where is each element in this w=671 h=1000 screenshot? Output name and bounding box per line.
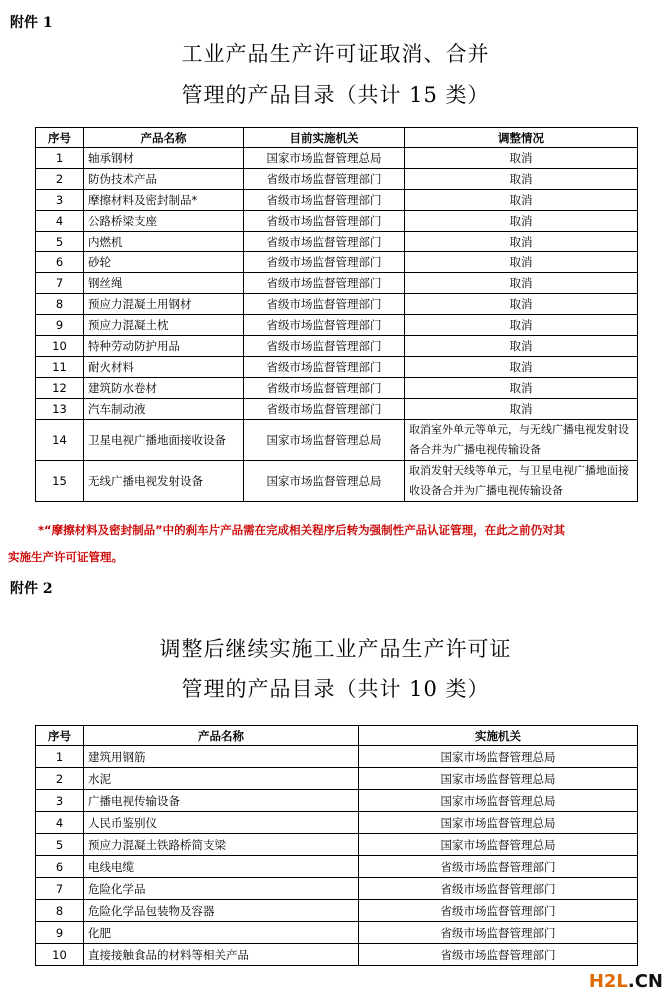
row-agency: 省级市场监督管理部门 (244, 356, 405, 377)
row-no: 10 (36, 336, 84, 357)
row-product-name: 汽车制动液 (84, 398, 244, 419)
row-product-name: 预应力混凝土枕 (84, 315, 244, 336)
row-agency: 国家市场监督管理总局 (359, 834, 638, 856)
header-no: 序号 (36, 128, 84, 148)
row-agency: 国家市场监督管理总局 (359, 746, 638, 768)
row-no: 9 (36, 922, 84, 944)
row-agency: 省级市场监督管理部门 (244, 168, 405, 189)
row-product-name: 建筑用钢筋 (84, 746, 359, 768)
row-agency: 省级市场监督管理部门 (244, 210, 405, 231)
row-product-name: 无线广播电视发射设备 (84, 460, 244, 501)
row-adjustment: 取消 (405, 148, 638, 169)
row-agency: 省级市场监督管理部门 (244, 398, 405, 419)
row-no: 3 (36, 189, 84, 210)
attachment-2-title-line-1: 调整后继续实施工业产品生产许可证 (159, 637, 512, 661)
row-product-name: 轴承钢材 (84, 148, 244, 169)
row-product-name: 摩擦材料及密封制品* (84, 189, 244, 210)
row-product-name: 内燃机 (84, 231, 244, 252)
watermark-cn: .CN (627, 971, 663, 992)
table-row (36, 398, 638, 419)
row-no: 11 (36, 356, 84, 377)
row-agency: 省级市场监督管理部门 (244, 231, 405, 252)
row-no: 5 (36, 231, 84, 252)
table-row (36, 922, 638, 944)
table-row (36, 377, 638, 398)
row-adjustment: 取消 (405, 189, 638, 210)
row-adjustment: 取消 (405, 252, 638, 273)
row-product-name: 直接接触食品的材料等相关产品 (84, 944, 359, 966)
attachment-1-title-line-2: 管理的产品目录（共计 15 类） (181, 83, 490, 107)
row-no: 5 (36, 834, 84, 856)
row-agency: 省级市场监督管理部门 (244, 189, 405, 210)
table-row (36, 878, 638, 900)
row-adjustment: 取消 (405, 231, 638, 252)
row-product-name: 钢丝绳 (84, 273, 244, 294)
header-product-name: 产品名称 (84, 726, 359, 746)
row-adjustment: 取消 (405, 273, 638, 294)
table-row (36, 790, 638, 812)
attachment-2-title-line-2: 管理的产品目录（共计 10 类） (181, 677, 490, 701)
row-no: 6 (36, 856, 84, 878)
table-row (36, 336, 638, 357)
row-agency: 省级市场监督管理部门 (359, 944, 638, 966)
row-product-name: 水泥 (84, 768, 359, 790)
row-product-name: 公路桥梁支座 (84, 210, 244, 231)
site-watermark (589, 971, 663, 992)
attachment-1-label: 附件 1 (10, 15, 53, 31)
attachment-1-title-line-1: 工业产品生产许可证取消、合并 (181, 42, 490, 66)
row-adjustment: 取消 (405, 377, 638, 398)
row-adjustment: 取消 (405, 168, 638, 189)
row-no: 6 (36, 252, 84, 273)
row-product-name: 人民币鉴别仪 (84, 812, 359, 834)
row-adjustment: 取消 (405, 398, 638, 419)
table-row (36, 252, 638, 273)
row-agency: 国家市场监督管理总局 (359, 768, 638, 790)
row-product-name: 防伪技术产品 (84, 168, 244, 189)
header-current-agency: 目前实施机关 (244, 128, 405, 148)
row-agency: 省级市场监督管理部门 (359, 922, 638, 944)
row-agency: 省级市场监督管理部门 (244, 252, 405, 273)
attachment-2-label: 附件 2 (10, 581, 53, 597)
table-row (36, 210, 638, 231)
row-product-name: 砂轮 (84, 252, 244, 273)
row-adjustment: 取消 (405, 315, 638, 336)
row-no: 2 (36, 768, 84, 790)
row-no: 10 (36, 944, 84, 966)
row-product-name: 预应力混凝土用钢材 (84, 294, 244, 315)
table-row (36, 834, 638, 856)
row-agency: 国家市场监督管理总局 (244, 419, 405, 460)
row-product-name: 广播电视传输设备 (84, 790, 359, 812)
table-row (36, 746, 638, 768)
row-no: 7 (36, 273, 84, 294)
table-row (36, 315, 638, 336)
row-agency: 国家市场监督管理总局 (244, 460, 405, 501)
row-product-name: 建筑防水卷材 (84, 377, 244, 398)
row-adjustment: 取消室外单元等单元，与无线广播电视发射设备合并为广播电视传输设备 (405, 419, 638, 460)
row-product-name: 特种劳动防护用品 (84, 336, 244, 357)
row-no: 12 (36, 377, 84, 398)
row-agency: 国家市场监督管理总局 (244, 148, 405, 169)
row-product-name: 耐火材料 (84, 356, 244, 377)
row-no: 8 (36, 900, 84, 922)
table-row (36, 768, 638, 790)
row-no: 14 (36, 419, 84, 460)
footnote (8, 517, 668, 571)
table-row (36, 189, 638, 210)
table-header-row (36, 128, 638, 148)
row-no: 13 (36, 398, 84, 419)
header-product-name: 产品名称 (84, 128, 244, 148)
row-agency: 省级市场监督管理部门 (244, 273, 405, 294)
cancelled-products-table (35, 127, 638, 502)
header-agency: 实施机关 (359, 726, 638, 746)
row-agency: 省级市场监督管理部门 (244, 315, 405, 336)
row-agency: 省级市场监督管理部门 (359, 878, 638, 900)
table-row (36, 356, 638, 377)
row-no: 15 (36, 460, 84, 501)
row-adjustment: 取消 (405, 356, 638, 377)
row-adjustment: 取消 (405, 336, 638, 357)
table-row (36, 273, 638, 294)
row-agency: 省级市场监督管理部门 (244, 336, 405, 357)
table-header-row (36, 726, 638, 746)
row-no: 8 (36, 294, 84, 315)
table-row (36, 148, 638, 169)
row-no: 1 (36, 746, 84, 768)
row-no: 4 (36, 210, 84, 231)
table-row (36, 900, 638, 922)
table-row (36, 168, 638, 189)
row-agency: 省级市场监督管理部门 (244, 294, 405, 315)
row-no: 7 (36, 878, 84, 900)
footnote-line-2: 实施生产许可证管理。 (8, 550, 123, 564)
continued-products-table (35, 725, 638, 966)
row-product-name: 电线电缆 (84, 856, 359, 878)
row-product-name: 预应力混凝土铁路桥简支梁 (84, 834, 359, 856)
row-no: 4 (36, 812, 84, 834)
row-product-name: 危险化学品 (84, 878, 359, 900)
header-adjustment: 调整情况 (405, 128, 638, 148)
header-no: 序号 (36, 726, 84, 746)
row-adjustment: 取消发射天线等单元，与卫星电视广播地面接收设备合并为广播电视传输设备 (405, 460, 638, 501)
table-row (36, 460, 638, 501)
watermark-h2l: H2L (588, 971, 628, 992)
row-agency: 省级市场监督管理部门 (359, 900, 638, 922)
row-adjustment: 取消 (405, 294, 638, 315)
table-row (36, 231, 638, 252)
footnote-line-1: *“摩擦材料及密封制品”中的刹车片产品需在完成相关程序后转为强制性产品认证管理，在此之前仍对其 (38, 523, 566, 537)
table-row (36, 294, 638, 315)
row-product-name: 化肥 (84, 922, 359, 944)
row-agency: 省级市场监督管理部门 (244, 377, 405, 398)
row-adjustment: 取消 (405, 210, 638, 231)
table-row (36, 812, 638, 834)
row-product-name: 危险化学品包装物及容器 (84, 900, 359, 922)
row-agency: 国家市场监督管理总局 (359, 812, 638, 834)
row-no: 2 (36, 168, 84, 189)
row-product-name: 卫星电视广播地面接收设备 (84, 419, 244, 460)
row-no: 1 (36, 148, 84, 169)
row-no: 3 (36, 790, 84, 812)
row-no: 9 (36, 315, 84, 336)
row-agency: 国家市场监督管理总局 (359, 790, 638, 812)
table-row (36, 856, 638, 878)
table-row (36, 419, 638, 460)
table-row (36, 944, 638, 966)
row-agency: 省级市场监督管理部门 (359, 856, 638, 878)
